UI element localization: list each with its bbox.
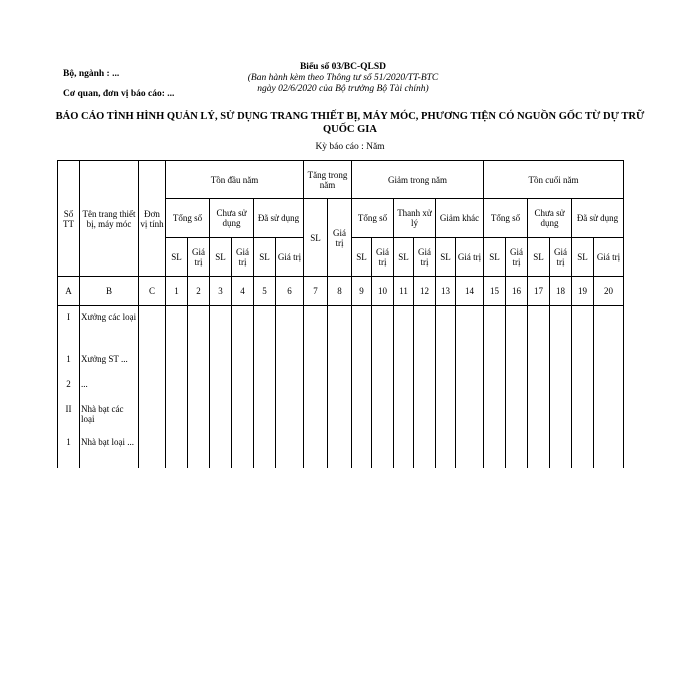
empty-cell [394,306,414,355]
row-name: ... [80,379,139,404]
empty-cell [139,354,166,379]
column-index: 16 [506,277,528,306]
column-index: 9 [352,277,372,306]
sub-header: Thanh xử lý [394,199,436,238]
column-index: 19 [572,277,594,306]
group-opening-header: Tồn đầu năm [166,161,304,199]
empty-cell [372,354,394,379]
empty-cell [328,437,352,468]
empty-cell [572,306,594,355]
empty-cell [528,306,550,355]
empty-cell [232,306,254,355]
empty-cell [254,306,276,355]
empty-cell [276,306,304,355]
sl-header: SL [166,238,188,277]
col-unit-header: Đơn vị tính [139,161,166,277]
empty-cell [372,404,394,437]
sl-header: SL [528,238,550,277]
row-stt: 1 [58,437,80,468]
table-row [58,404,624,437]
column-index: 17 [528,277,550,306]
column-index: 3 [210,277,232,306]
empty-cell [528,437,550,468]
group-decrease-header: Giảm trong năm [352,161,484,199]
sub-header: Chưa sử dụng [528,199,572,238]
empty-cell [550,379,572,404]
sl-header: SL [210,238,232,277]
empty-cell [210,437,232,468]
empty-cell [594,437,624,468]
empty-cell [506,379,528,404]
form-block [240,62,446,95]
empty-cell [352,354,372,379]
column-index: 11 [394,277,414,306]
empty-cell [352,379,372,404]
empty-cell [232,437,254,468]
column-index: 20 [594,277,624,306]
sub-header: Tổng số [352,199,394,238]
sl-header: SL [394,238,414,277]
report-period: Kỳ báo cáo : Năm [315,142,385,152]
empty-cell [414,354,436,379]
value-header: Giá trị [506,238,528,277]
empty-cell [210,306,232,355]
empty-cell [594,404,624,437]
value-header: Giá trị [372,238,394,277]
column-index: 18 [550,277,572,306]
empty-cell [594,354,624,379]
form-code: Biểu số 03/BC-QLSD [299,62,387,72]
empty-cell [414,437,436,468]
value-header: Giá trị [328,199,352,277]
empty-cell [232,404,254,437]
empty-cell [304,354,328,379]
empty-cell [166,354,188,379]
sub-header: Tổng số [484,199,528,238]
column-index: 2 [188,277,210,306]
empty-cell [436,437,456,468]
column-index: 14 [456,277,484,306]
empty-cell [572,404,594,437]
column-index: 15 [484,277,506,306]
column-index: 7 [304,277,328,306]
empty-cell [484,379,506,404]
empty-cell [139,437,166,468]
empty-cell [328,306,352,355]
empty-cell [232,354,254,379]
empty-cell [276,354,304,379]
column-index: 1 [166,277,188,306]
empty-cell [254,437,276,468]
group-increase-header: Tăng trong năm [304,161,352,199]
value-header: Giá trị [232,238,254,277]
empty-cell [166,437,188,468]
sl-header: SL [484,238,506,277]
empty-cell [210,379,232,404]
empty-cell [414,306,436,355]
empty-cell [304,306,328,355]
table-row [58,437,624,468]
sub-header: Giảm khác [436,199,484,238]
column-index: C [139,277,166,306]
row-name: Nhà bạt loại ... [80,437,139,468]
empty-cell [254,354,276,379]
row-name: Xưởng các loại [80,306,139,355]
empty-cell [166,404,188,437]
row-name: Xưởng ST ... [80,354,139,379]
empty-cell [414,404,436,437]
form-subtitle: (Ban hành kèm theo Thông tư số 51/2020/TT-BTC ngày 02/6/2020 của Bộ trưởng Bộ Tài chính) [247,73,439,94]
empty-cell [352,404,372,437]
empty-cell [210,354,232,379]
empty-cell [436,306,456,355]
column-index: B [80,277,139,306]
sl-header: SL [436,238,456,277]
empty-cell [394,379,414,404]
empty-cell [550,404,572,437]
sl-header: SL [352,238,372,277]
empty-cell [188,404,210,437]
empty-cell [166,379,188,404]
empty-cell [254,379,276,404]
empty-cell [304,379,328,404]
empty-cell [528,379,550,404]
empty-cell [484,306,506,355]
empty-cell [436,404,456,437]
empty-cell [139,404,166,437]
empty-cell [506,437,528,468]
column-index: 5 [254,277,276,306]
row-stt: 2 [58,379,80,404]
empty-cell [166,306,188,355]
value-header: Giá trị [414,238,436,277]
empty-cell [436,354,456,379]
empty-cell [254,404,276,437]
column-index: 8 [328,277,352,306]
empty-cell [436,379,456,404]
empty-cell [139,306,166,355]
empty-cell [456,306,484,355]
ministry-label: Bộ, ngành : ... [63,69,120,79]
sub-header: Đã sử dụng [254,199,304,238]
empty-cell [372,306,394,355]
empty-cell [328,404,352,437]
empty-cell [352,437,372,468]
report-title: BÁO CÁO TÌNH HÌNH QUẢN LÝ, SỬ DỤNG TRANG THIẾT BỊ, MÁY MÓC, PHƯƠNG TIỆN CÓ NGUỒN GỐC TỪ DỰ TRỮ QUỐC GIA [55,111,645,135]
col-stt-header: Số TT [58,161,80,277]
empty-cell [188,437,210,468]
column-index: 10 [372,277,394,306]
empty-cell [328,379,352,404]
sl-header: SL [254,238,276,277]
sl-header: SL [572,238,594,277]
value-header: Giá trị [594,238,624,277]
empty-cell [506,354,528,379]
left-header [63,69,174,107]
empty-cell [188,354,210,379]
value-header: Giá trị [276,238,304,277]
row-stt: II [58,404,80,437]
column-index: A [58,277,80,306]
table-row [58,379,624,404]
empty-cell [550,354,572,379]
empty-cell [276,437,304,468]
value-header: Giá trị [188,238,210,277]
sl-header: SL [304,199,328,277]
empty-cell [232,379,254,404]
empty-cell [414,379,436,404]
empty-cell [594,379,624,404]
empty-cell [276,404,304,437]
empty-cell [506,306,528,355]
empty-cell [528,354,550,379]
empty-cell [484,437,506,468]
empty-cell [328,354,352,379]
empty-cell [372,437,394,468]
table-row [58,306,624,355]
sub-header: Đã sử dụng [572,199,624,238]
empty-cell [188,306,210,355]
empty-cell [210,404,232,437]
empty-cell [550,437,572,468]
agency-label: Cơ quan, đơn vị báo cáo: ... [63,89,175,99]
empty-cell [572,354,594,379]
sub-header: Tổng số [166,199,210,238]
value-header: Giá trị [456,238,484,277]
column-index: 13 [436,277,456,306]
column-index: 6 [276,277,304,306]
row-stt: 1 [58,354,80,379]
empty-cell [276,379,304,404]
column-index: 12 [414,277,436,306]
empty-cell [550,306,572,355]
empty-cell [304,404,328,437]
empty-cell [484,404,506,437]
empty-cell [394,404,414,437]
empty-cell [456,354,484,379]
empty-cell [188,379,210,404]
value-header: Giá trị [550,238,572,277]
empty-cell [572,437,594,468]
empty-cell [304,437,328,468]
sub-header: Chưa sử dụng [210,199,254,238]
column-index: 4 [232,277,254,306]
empty-cell [394,354,414,379]
empty-cell [506,404,528,437]
empty-cell [139,379,166,404]
empty-cell [484,354,506,379]
group-closing-header: Tồn cuối năm [484,161,624,199]
row-stt: I [58,306,80,355]
report-table [57,160,624,468]
empty-cell [352,306,372,355]
empty-cell [594,306,624,355]
empty-cell [456,379,484,404]
empty-cell [528,404,550,437]
empty-cell [456,437,484,468]
empty-cell [394,437,414,468]
empty-cell [372,379,394,404]
row-name: Nhà bạt các loại [80,404,139,437]
col-name-header: Tên trang thiết bị, máy móc [80,161,139,277]
empty-cell [456,404,484,437]
table-row [58,354,624,379]
empty-cell [572,379,594,404]
